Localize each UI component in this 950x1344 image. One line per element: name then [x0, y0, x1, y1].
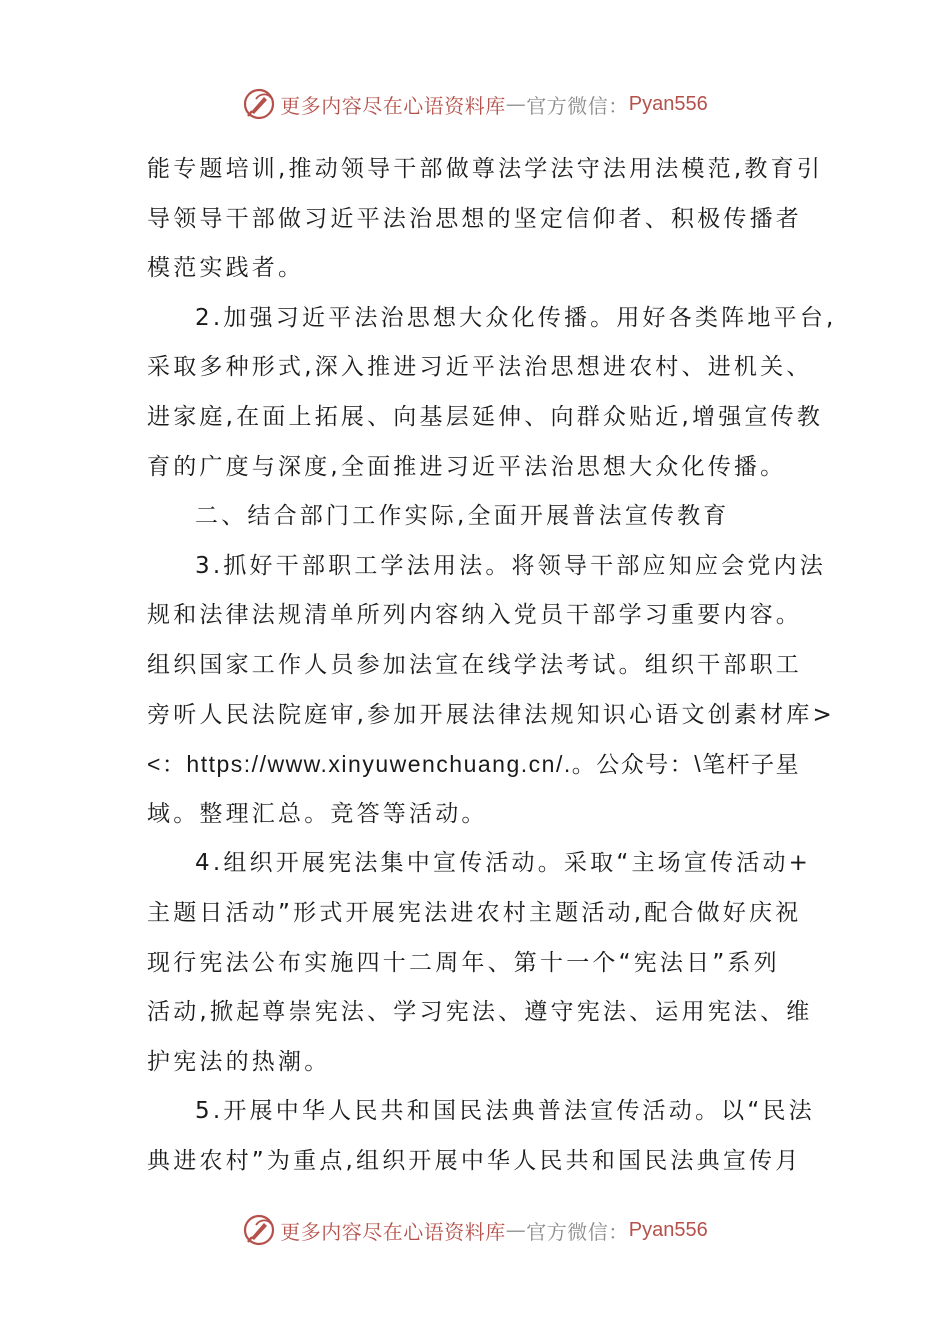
pen-logo-icon	[242, 87, 276, 121]
text-line: 域。整理汇总。竞答等活动。	[147, 800, 488, 827]
text-line: 旁听人民法院庭审,参加开展法律法规知识心语文创素材库>	[147, 701, 835, 728]
header-banner	[0, 84, 950, 124]
banner-wechat-id: Pyan556	[628, 1218, 708, 1241]
text-line: 现行宪法公布实施四十二周年、第十一个“宪法日”系列	[147, 949, 780, 976]
paragraph-start-line: 3.抓好干部职工学法用法。将领导干部应知应会党内法	[195, 552, 826, 579]
text-line: 采取多种形式,深入推进习近平法治思想进农村、进机关、	[147, 354, 813, 381]
banner-wechat-id: Pyan556	[628, 92, 708, 115]
banner-wechat-label: 官方微信：	[526, 93, 629, 118]
text-line: 导领导干部做习近平法治思想的坚定信仰者、积极传播者	[147, 205, 802, 232]
text-line: 育的广度与深度,全面推进习近平法治思想大众化传播。	[147, 453, 787, 480]
banner-wechat-label: 官方微信：	[526, 1219, 629, 1244]
text-line: 护宪法的热潮。	[147, 1048, 331, 1075]
paragraph-start-line: 2.加强习近平法治思想大众化传播。用好各类阵地平台,	[195, 304, 837, 331]
section-heading: 二、结合部门工作实际,全面开展普法宣传教育	[195, 503, 730, 530]
paragraph-start-line: 5.开展中华人民共和国民法典普法宣传活动。以“民法	[195, 1098, 815, 1125]
banner-text: 更多内容尽在心语资料库	[280, 1219, 506, 1244]
paragraph-start-line: 4.组织开展宪法集中宣传活动。采取“主场宣传活动+	[195, 850, 812, 877]
text-line: 活动,掀起尊崇宪法、学习宪法、遵守宪法、运用宪法、维	[147, 999, 813, 1026]
footer-banner	[0, 1210, 950, 1250]
text-line: 主题日活动”形式开展宪法进农村主题活动,配合做好庆祝	[147, 899, 802, 926]
text-line: 组织国家工作人员参加法宣在线学法考试。组织干部职工	[147, 651, 802, 678]
text-line: 模范实践者。	[147, 255, 305, 282]
text-line: 典进农村”为重点,组织开展中华人民共和国民法典宣传月	[147, 1147, 802, 1174]
document-body	[147, 145, 837, 1186]
banner-dash: —	[505, 92, 527, 116]
banner-text: 更多内容尽在心语资料库	[280, 93, 506, 118]
text-line: 规和法律法规清单所列内容纳入党员干部学习重要内容。	[147, 602, 802, 629]
text-line: 能专题培训,推动领导干部做尊法学法守法用法模范,教育引	[147, 156, 824, 182]
banner-dash: —	[505, 1218, 527, 1242]
pen-logo-icon	[242, 1213, 276, 1247]
text-line-url: <：https://www.xinyuwenchuang.cn/.。公众号：\笔杆子星	[147, 751, 801, 778]
text-line: 进家庭,在面上拓展、向基层延伸、向群众贴近,增强宣传教	[147, 403, 824, 430]
